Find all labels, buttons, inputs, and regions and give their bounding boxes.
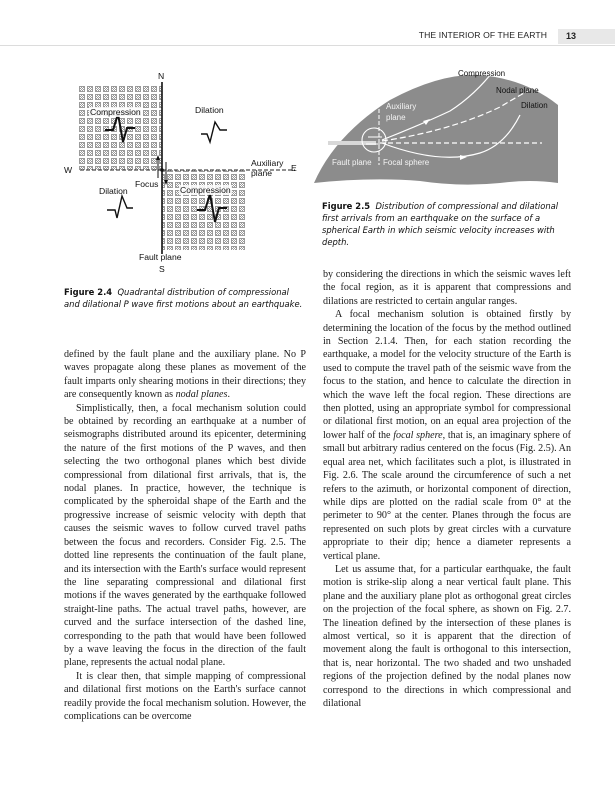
left-paragraph-3: It is clear then, that simple mapping of compressional and dilational first motions on the Earth's surface cannot readily provide the focal mechanism solution. However, the complications can be overcome [64,670,306,722]
quadrant-diagram-graphic [55,70,315,280]
fault-plane-label: Fault plane [139,252,182,262]
dilation-label: Dilation [521,101,548,110]
fault-plane-label: Fault plane [332,158,372,167]
right-paragraph-3: Let us assume that, for a particular earthquake, the fault motion is strike-slip along a near vertical fault plane. This plane and the auxiliary plane plot as orthogonal great circles on the projection of the focal sphere, as shown on Fig. 2.7. The lineation defined by the intersection of these planes is almost vertical, so it is apparent that the direction of movement along the fault is orthogonal to this intersection, that is, near horizontal. The two shaded and two unshaded regions of the projection defined by the nodal planes now correspond to the directions in which compressional and dilational [323,563,571,709]
right-p2-italic-term: focal sphere [393,429,443,441]
left-p1-italic-term: nodal planes [175,389,228,401]
left-p1-text-a: defined by the fault plane and the auxiliary plane. No P waves propagate along these planes as movement of the fault imparts only shearing motions in their directions; they are consequently known as [64,349,306,401]
nodal-plane-label: Nodal plane [496,86,539,95]
right-text-column [323,268,571,710]
south-label: S [159,264,165,274]
figure-2-5-caption-text: Distribution of compressional and dilational first arrivals from an earthquake on the surface of a spherical Earth in which seismic velocity increases with depth. [322,201,559,247]
east-label: E [291,163,297,173]
figure-2-5-caption [322,200,570,248]
focal-sphere-label: Focal sphere [383,158,430,167]
auxiliary-plane-label-line2: plane [386,113,406,122]
compression-label: Compression [458,69,506,78]
auxiliary-plane-label-line1: Auxiliary [251,158,284,168]
left-p1-text-b: . [227,389,230,401]
right-p2-text-a: A focal mechanism solution is obtained firstly by determining the location of the focus by the method outlined in Section 2.1.4. Then, for each station recording the earthquake, a model for the velocity structure of the Earth is used to compute the travel path of the seismic wave from the focus to the station, and hence to calculate the direction in which the wave left the focal region. These directions are then plotted, using an appropriate symbol for compressional or dilational first motion, on an equal area projection of the lower half of the [323,309,571,441]
west-label: W [64,165,73,175]
figure-2-4-number: Figure 2.4 [64,287,113,297]
left-paragraph-1 [64,348,306,402]
auxiliary-plane-label-line2: plane [251,168,273,178]
figure-2-4-caption-text: Quadrantal distribution of compressional and dilational P wave first motions about an earthquake. [64,287,303,309]
dilation-label-sw: Dilation [99,186,128,196]
right-paragraph-1: by considering the directions in which the seismic waves left the focal region, as it is apparent that compressions and dilations are restricted to certain angular ranges. [323,269,571,307]
compression-label-se: Compression [180,185,231,195]
figure-2-4-caption [64,286,304,310]
focus-label: Focus [135,179,159,189]
left-text-column [64,348,306,723]
auxiliary-plane-label-line1: Auxiliary [386,102,417,111]
dilation-label-ne: Dilation [195,105,224,115]
figure-2-5-diagram [310,65,575,190]
compression-label-nw: Compression [90,107,141,117]
spherical-earth-graphic [310,65,575,190]
running-head-title: THE INTERIOR OF THE EARTH [418,30,547,40]
north-label: N [158,71,165,81]
right-p2-text-b: , that is, an imaginary sphere of small but arbitrary radius centered on the focus (Fig. 2.5). An equal area net, which facilitates such a plot, is illustrated in Fig. 2.6. The scale around the circumference of such a net refers to the azimuth, or horizontal component of direction, while dips are plotted on the radial scale from 0° at the perimeter to 90° at the center. Planes through the focus are represented on such plots by great circles with a curvature appropriate to their dip; hence a diameter represents a vertical plane. [323,429,571,562]
page-number: 13 [558,29,615,44]
header-rule [0,45,615,46]
left-paragraph-2: Simplistically, then, a focal mechanism solution could be obtained by recording an earthquake at a number of seismographs distributed around its epicenter, determining the nature of the first motions of the P waves, and then selecting the two orthogonal planes which best divide compressional from dilational first arrivals, that is, the nodal planes. In practice, however, the technique is complicated by the spheroidal shape of the Earth and the progressive increase of seismic velocity with depth that causes the seismic waves to follow curved travel paths between the focus and recorders. Consider Fig. 2.5. The dotted line represents the continuation of the fault plane, and its intersection with the Earth's surface would represent the line separating compressional and dilational first motions if the waves generated by the earthquake followed straight-line paths. The actual travel paths, however, are curved and the surface intersection of the dashed line, corresponding to the path that would have been followed by a wave leaving the focus in the direction of the fault plane, represents the actual nodal plane. [64,402,306,669]
figure-2-4-diagram [55,70,315,280]
running-head [0,29,615,45]
right-paragraph-2 [323,308,571,563]
figure-2-5-number: Figure 2.5 [322,201,371,211]
